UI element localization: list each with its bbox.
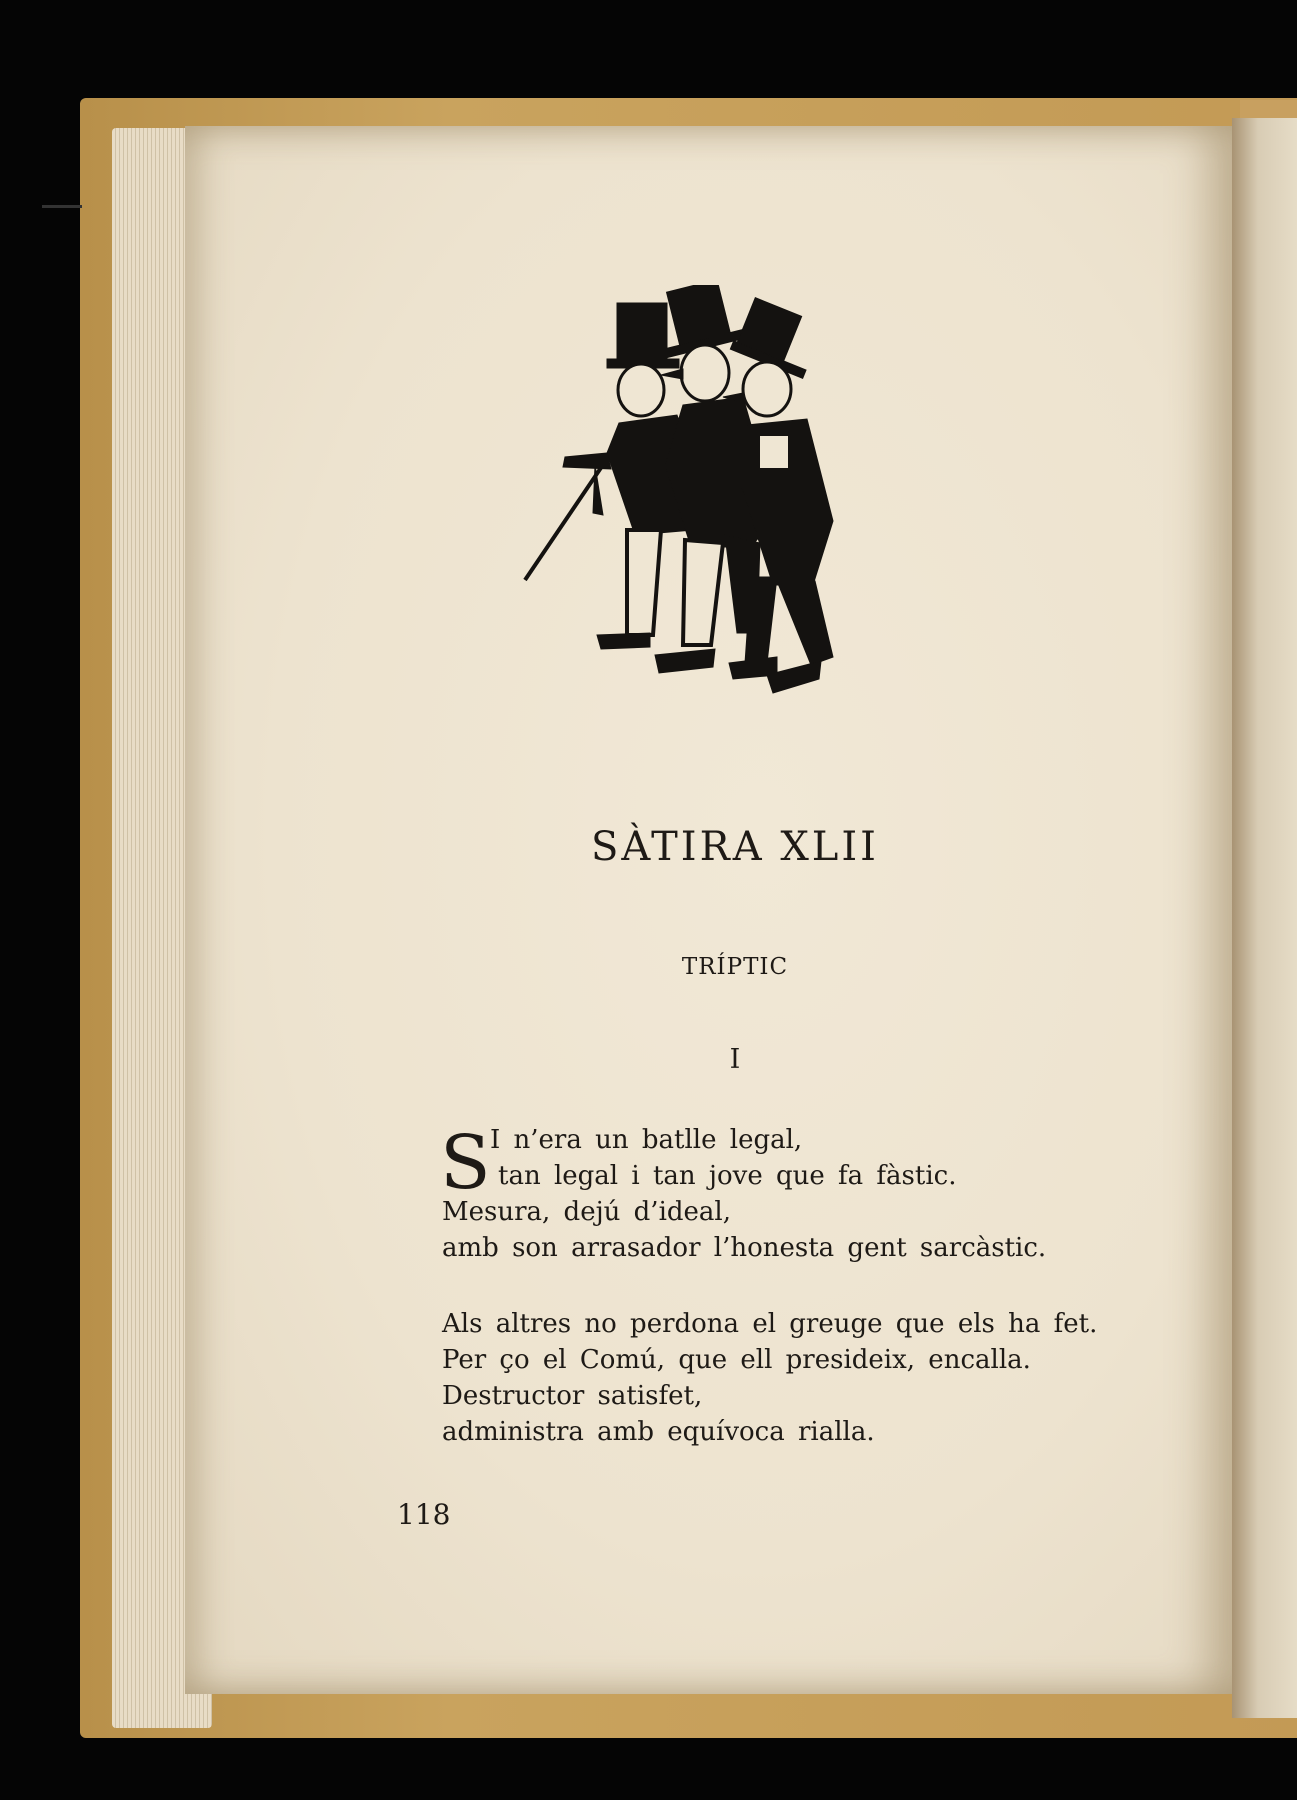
poem-line: Mesura, dejú d’ideal, [442,1197,731,1227]
page-subtitle: TRÍPTIC [681,954,789,980]
poem-line: amb son arrasador l’honesta gent sarcàstic. [442,1233,1047,1263]
poem-line: administra amb equívoca rialla. [442,1417,875,1447]
poem-body [442,1122,1142,1490]
poem-line: Destructor satisfet, [442,1381,703,1411]
stanza-1 [442,1122,1142,1266]
facing-page-edge [1232,118,1297,1718]
three-men-top-hats-icon [515,285,955,705]
page-number: 118 [397,1498,451,1531]
page-title: SÀTIRA XLII [591,824,879,870]
stanza-2 [442,1306,1142,1450]
poem-line: Als altres no perdona el greuge que els ha fet. [442,1309,1098,1339]
poem-line: tan legal i tan jove que fa fàstic. [498,1161,957,1191]
poem-line: I n’era un batlle legal, [490,1125,803,1155]
poem-line: Per ço el Comú, que ell presideix, encalla. [442,1345,1031,1375]
section-number: I [729,1044,741,1075]
edge-mark [42,205,82,208]
drop-cap: S [440,1120,491,1206]
